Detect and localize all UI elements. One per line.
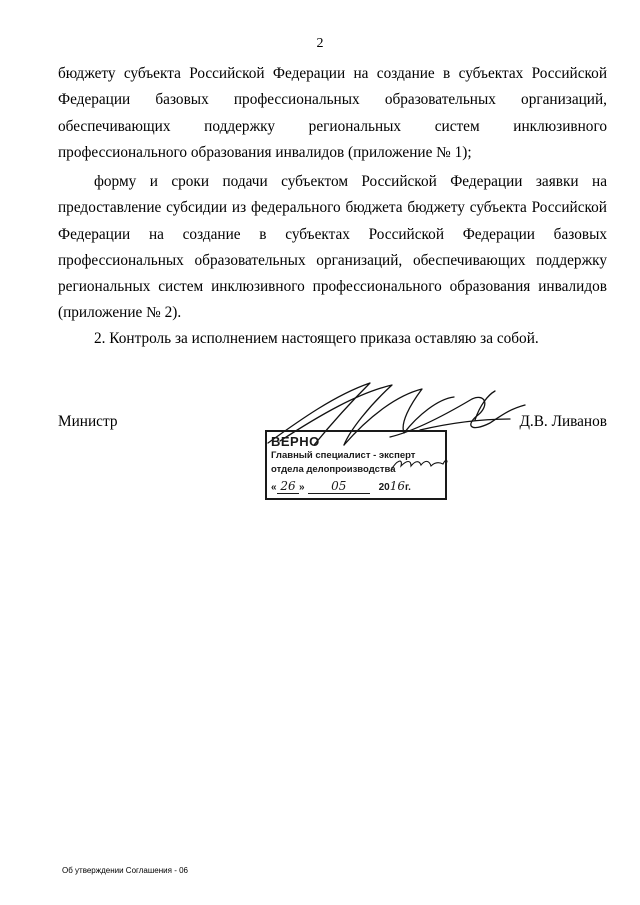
paragraph-control: 2. Контроль за исполнением настоящего приказа оставляю за собой.	[94, 330, 539, 347]
stamp-day: 26	[277, 479, 299, 494]
stamp-title: ВЕРНО	[271, 434, 320, 449]
stamp-year-unit: г.	[404, 482, 411, 493]
stamp-position: Главный специалист - эксперт	[271, 450, 416, 461]
paragraph-appendix-2: форму и сроки подачи субъектом Российской Федерации заявки на предоставление субсидии из федерального бюджета бюджету субъекта Российской Федерации на создание в субъектах Российской Федерации базовых профессиональных образовательных организаций, обеспечивающих поддержку региональных систем инклюзивного профессионального образования инвалидов (приложение № 2).	[58, 173, 607, 322]
stamp-department: отдела делопроизводства	[271, 464, 396, 475]
stamp-quote-close: »	[299, 482, 305, 493]
signatory-title: Министр	[58, 413, 118, 430]
certification-stamp	[265, 430, 447, 500]
signatory-name: Д.В. Ливанов	[519, 413, 607, 430]
stamp-quote-open: «	[271, 482, 277, 493]
stamp-year-prefix: 20	[378, 482, 390, 493]
page-number: 2	[316, 36, 324, 51]
stamp-month: 05	[308, 479, 370, 494]
stamp-date	[271, 479, 411, 494]
footer-doc-id: Об утверждении Соглашения - 06	[62, 866, 188, 875]
stamp-handwritten-signature	[389, 456, 449, 474]
stamp-year-suffix: 16	[389, 479, 405, 493]
paragraph-appendix-1: бюджету субъекта Российской Федерации на создание в субъектах Российской Федерации базовых профессиональных образовательных организаций, обеспечивающих поддержку региональных систем инклюзивного профессионального образования инвалидов (приложение № 1);	[58, 65, 607, 161]
